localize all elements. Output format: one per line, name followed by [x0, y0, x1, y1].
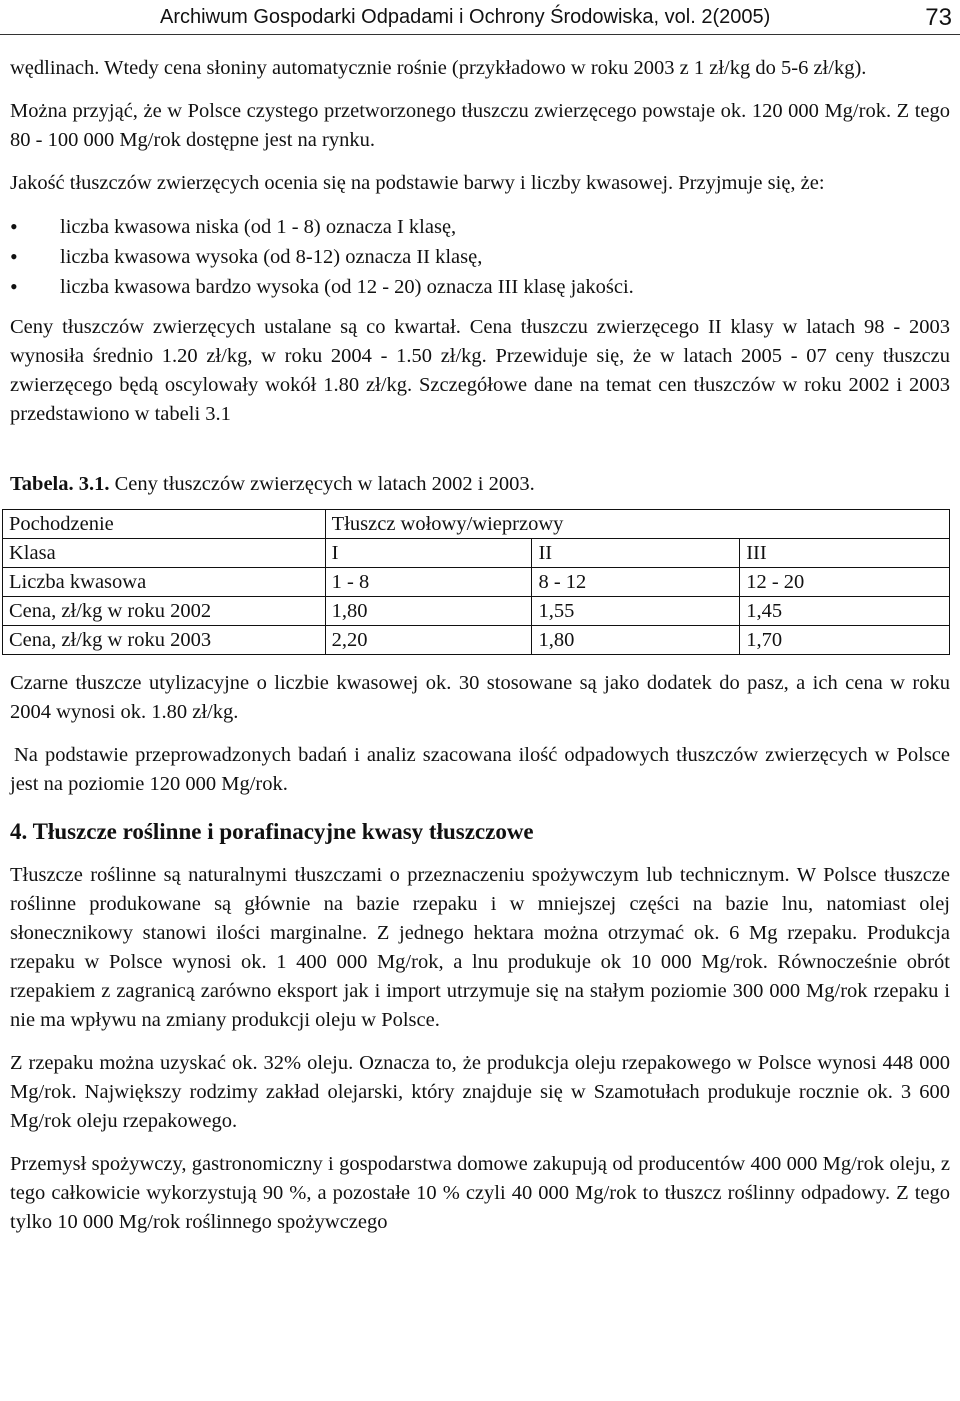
- table-row: [3, 597, 950, 626]
- table-cell: 1,45: [740, 597, 950, 626]
- table-cell: Pochodzenie: [3, 510, 326, 539]
- table-cell: Cena, zł/kg w roku 2002: [3, 597, 326, 626]
- paragraph-9: Przemysł spożywczy, gastronomiczny i gospodarstwa domowe zakupują od producentów 400 000 Mg/rok oleju, z tego całkowicie wykorzystują 90 %, a pozostałe 10 % czyli 40 000 Mg/rok to tłuszcz roślinny odpadowy. Z tego tylko 10 000 Mg/rok roślinnego spożywczego: [10, 1153, 950, 1233]
- table-cell: Tłuszcz wołowy/wieprzowy: [325, 510, 949, 539]
- table-caption: [10, 470, 950, 499]
- page-number: 73: [925, 4, 952, 31]
- price-table: [2, 509, 950, 655]
- table-cell: 1,80: [325, 597, 532, 626]
- list-item: • liczba kwasowa bardzo wysoka (od 12 - 20) oznacza III klasę jakości.: [10, 272, 950, 302]
- table-cell: 8 - 12: [532, 568, 740, 597]
- table-cell: 12 - 20: [740, 568, 950, 597]
- list-item: • liczba kwasowa wysoka (od 8-12) oznacza II klasę,: [10, 242, 950, 272]
- table-cell: 1 - 8: [325, 568, 532, 597]
- section-heading: 4. Tłuszcze roślinne i porafinacyjne kwasy tłuszczowe: [10, 819, 534, 844]
- running-header: [0, 0, 960, 35]
- table-cell: 1,55: [532, 597, 740, 626]
- paragraph-2: Można przyjąć, że w Polsce czystego przetworzonego tłuszczu zwierzęcego powstaje ok. 120 000 Mg/rok. Z tego 80 - 100 000 Mg/rok dostępne jest na rynku.: [10, 100, 950, 151]
- paragraph-6: Na podstawie przeprowadzonych badań i analiz szacowana ilość odpadowych tłuszczów zwierzęcych w Polsce jest na poziomie 120 000 Mg/rok.: [10, 744, 950, 795]
- table-cell: Liczba kwasowa: [3, 568, 326, 597]
- journal-title: Archiwum Gospodarki Odpadami i Ochrony Środowiska, vol. 2(2005): [160, 6, 771, 28]
- list-item: • liczba kwasowa niska (od 1 - 8) oznacza I klasę,: [10, 212, 950, 242]
- table-cell: I: [325, 539, 532, 568]
- table-cell: 2,20: [325, 626, 532, 655]
- table-cell: 1,70: [740, 626, 950, 655]
- paragraph-3: Jakość tłuszczów zwierzęcych ocenia się na podstawie barwy i liczby kwasowej. Przyjmuje się, że:: [10, 172, 825, 194]
- paragraph-7: Tłuszcze roślinne są naturalnymi tłuszczami o przeznaczeniu spożywczym lub technicznym. W Polsce tłuszcze roślinne produkowane są głównie na bazie rzepaku i w mniejszej części na bazie lnu, natomiast olej słonecznikowy stanowi ilości marginalne. Z jednego hektara można otrzymać ok. 6 Mg rzepaku. Produkcja rzepaku w Polsce wynosi ok. 1 400 000 Mg/rok, a lnu produkuje ok 10 000 Mg/rok. Równocześnie obrót rzepakiem z zagranicą zarówno eksport jak i import utrzymuje się na stałym poziomie 300 000 Mg/rok rzepaku i nie ma wpływu na zmiany produkcji oleju w Polsce.: [10, 864, 950, 1031]
- table-row: [3, 568, 950, 597]
- table-cell: Cena, zł/kg w roku 2003: [3, 626, 326, 655]
- table-cell: II: [532, 539, 740, 568]
- acid-number-list: [10, 212, 950, 302]
- paragraph-8: Z rzepaku można uzyskać ok. 32% oleju. Oznacza to, że produkcja oleju rzepakowego w Polsce wynosi 448 000 Mg/rok. Największy rodzimy zakład olejarski, który znajduje się w Szamotułach produkuje rocznie ok. 3 600 Mg/rok oleju rzepakowego.: [10, 1052, 950, 1132]
- table-cell: 1,80: [532, 626, 740, 655]
- table-caption-label: Tabela. 3.1.: [10, 473, 110, 495]
- table-row: [3, 510, 950, 539]
- paragraph-1: wędlinach. Wtedy cena słoniny automatycznie rośnie (przykładowo w roku 2003 z 1 zł/kg do 5-6 zł/kg).: [10, 57, 867, 79]
- table-row: [3, 626, 950, 655]
- paragraph-5: Czarne tłuszcze utylizacyjne o liczbie kwasowej ok. 30 stosowane są jako dodatek do pasz, a ich cena w roku 2004 wynosi ok. 1.80 zł/kg.: [10, 672, 950, 723]
- table-row: [3, 539, 950, 568]
- paragraph-4: Ceny tłuszczów zwierzęcych ustalane są co kwartał. Cena tłuszczu zwierzęcego II klasy w latach 98 - 2003 wynosiła średnio 1.20 zł/kg, w roku 2004 - 1.50 zł/kg. Przewiduje się, że w latach 2005 - 07 ceny tłuszczu zwierzęcego będą oscylowały wokół 1.80 zł/kg. Szczegółowe dane na temat cen tłuszczów w roku 2002 i 2003 przedstawiono w tabeli 3.1: [10, 316, 950, 425]
- body-text: [10, 54, 950, 1237]
- table-cell: III: [740, 539, 950, 568]
- table-caption-text: Ceny tłuszczów zwierzęcych w latach 2002 i 2003.: [109, 473, 535, 495]
- table-cell: Klasa: [3, 539, 326, 568]
